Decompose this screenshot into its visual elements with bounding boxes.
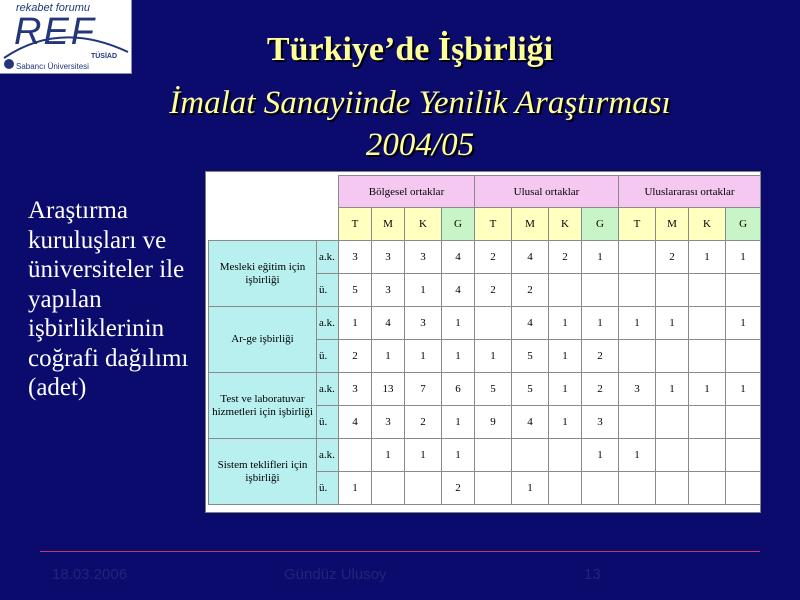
table-cell: 3 <box>372 241 405 274</box>
table-cell <box>726 439 761 472</box>
table-cell <box>656 340 689 373</box>
table-cell <box>689 439 726 472</box>
table-cell: 2 <box>582 373 619 406</box>
table-cell <box>726 406 761 439</box>
footer-rule <box>40 551 760 552</box>
table-cell: 1 <box>656 373 689 406</box>
table-cell: 2 <box>405 406 442 439</box>
table-cell: 1 <box>405 439 442 472</box>
table-cell: 4 <box>339 406 372 439</box>
table-cell: 9 <box>475 406 512 439</box>
table-cell <box>619 340 656 373</box>
table-cell <box>582 472 619 505</box>
slide-title: Türkiye’de İşbirliği <box>266 31 554 68</box>
table-cell: 2 <box>549 241 582 274</box>
table-cell: 1 <box>582 439 619 472</box>
table-cell <box>619 241 656 274</box>
table-cell <box>656 439 689 472</box>
side-text: Araştırma kuruluşları ve üniversiteler ile yapılan işbirliklerinin coğrafi dağılımı (adet) <box>28 197 189 401</box>
table-cell <box>549 439 582 472</box>
table-cell: 1 <box>549 340 582 373</box>
row-type: a.k. <box>317 373 339 406</box>
table-cell: 2 <box>582 340 619 373</box>
table-cell: 1 <box>405 340 442 373</box>
table-cell: 2 <box>442 472 475 505</box>
table-cell <box>372 472 405 505</box>
table-cell <box>619 406 656 439</box>
footer-author: Gündüz Ulusoy <box>284 566 387 583</box>
table-cell: 1 <box>475 340 512 373</box>
table-cell: 1 <box>582 307 619 340</box>
table-cell <box>689 307 726 340</box>
table-cell: 1 <box>726 307 761 340</box>
table-cell <box>549 472 582 505</box>
table-cell: 1 <box>442 439 475 472</box>
table-cell: 2 <box>475 241 512 274</box>
table-cell: 4 <box>442 241 475 274</box>
table-cell: 1 <box>619 307 656 340</box>
header-row-groups <box>209 176 761 208</box>
footer-page-number: 13 <box>584 566 601 583</box>
logo-university: Sabancı Üniversitesi <box>16 62 89 71</box>
table-cell <box>549 274 582 307</box>
subheader-cell: G <box>582 208 619 241</box>
table-cell <box>619 274 656 307</box>
row-type: a.k. <box>317 439 339 472</box>
row-type: ü. <box>317 406 339 439</box>
table-row <box>209 439 761 472</box>
table-cell: 3 <box>372 406 405 439</box>
category-label: Mesleki eğitim için işbirliği <box>209 241 317 307</box>
table-cell <box>656 472 689 505</box>
table-cell: 3 <box>339 241 372 274</box>
table-cell: 4 <box>512 307 549 340</box>
table-cell: 5 <box>512 373 549 406</box>
table-cell: 2 <box>475 274 512 307</box>
table-cell: 13 <box>372 373 405 406</box>
table-cell: 2 <box>512 274 549 307</box>
table-cell: 3 <box>339 373 372 406</box>
table-cell: 3 <box>405 307 442 340</box>
table-cell <box>656 406 689 439</box>
subheader-cell: G <box>726 208 761 241</box>
group-header: Uluslararası ortaklar <box>619 176 761 208</box>
group-header: Bölgesel ortaklar <box>339 176 475 208</box>
subheader-cell: G <box>442 208 475 241</box>
table-cell <box>726 274 761 307</box>
table-cell: 1 <box>339 472 372 505</box>
table-cell: 1 <box>689 241 726 274</box>
table-cell: 5 <box>339 274 372 307</box>
table-row <box>209 241 761 274</box>
table-cell <box>619 472 656 505</box>
table-cell <box>475 472 512 505</box>
subheader-cell: K <box>405 208 442 241</box>
ref-logo <box>0 0 132 74</box>
table-row <box>209 373 761 406</box>
table-cell: 2 <box>656 241 689 274</box>
table-cell: 5 <box>475 373 512 406</box>
subheader-cell: T <box>339 208 372 241</box>
table-cell <box>405 472 442 505</box>
table-cell <box>339 439 372 472</box>
subheader-cell: M <box>372 208 405 241</box>
table-cell: 1 <box>372 340 405 373</box>
subtitle-line-2: 2004/05 <box>365 127 475 163</box>
row-type: a.k. <box>317 241 339 274</box>
table-cell <box>689 340 726 373</box>
table-cell <box>689 472 726 505</box>
table-cell: 1 <box>442 406 475 439</box>
table-cell: 3 <box>619 373 656 406</box>
table-cell <box>726 340 761 373</box>
table-cell: 3 <box>405 241 442 274</box>
table-cell: 1 <box>549 373 582 406</box>
subheader-cell: K <box>549 208 582 241</box>
category-label: Test ve laboratuvar hizmetleri için işbirliği <box>209 373 317 439</box>
header-corner <box>209 176 339 241</box>
table-cell <box>689 274 726 307</box>
subheader-cell: M <box>656 208 689 241</box>
table-cell: 1 <box>512 472 549 505</box>
table-cell: 4 <box>512 406 549 439</box>
table-cell <box>582 274 619 307</box>
table-cell <box>475 307 512 340</box>
table-cell: 4 <box>512 241 549 274</box>
table-cell <box>475 439 512 472</box>
table-cell: 3 <box>582 406 619 439</box>
table-cell: 1 <box>549 307 582 340</box>
collaboration-table <box>205 171 761 513</box>
table-cell: 1 <box>442 307 475 340</box>
table-cell: 1 <box>726 373 761 406</box>
logo-org: TÜSİAD <box>90 53 117 60</box>
table-cell: 1 <box>656 307 689 340</box>
category-label: Ar-ge işbirliği <box>209 307 317 373</box>
table-cell <box>656 274 689 307</box>
table-cell: 2 <box>339 340 372 373</box>
category-label: Sistem teklifleri için işbirliği <box>209 439 317 505</box>
data-table <box>208 175 761 505</box>
table-cell: 1 <box>689 373 726 406</box>
table-cell: 1 <box>372 439 405 472</box>
footer-date: 18.03.2006 <box>52 566 128 583</box>
subheader-cell: T <box>475 208 512 241</box>
table-cell: 7 <box>405 373 442 406</box>
row-type: ü. <box>317 472 339 505</box>
logo-top-text: rekabet forumu <box>16 2 90 14</box>
table-cell: 1 <box>442 340 475 373</box>
row-type: a.k. <box>317 307 339 340</box>
table-cell <box>689 406 726 439</box>
table-cell: 1 <box>339 307 372 340</box>
subtitle-line-1: İmalat Sanayiinde Yenilik Araştırması <box>169 85 671 121</box>
table-row <box>209 307 761 340</box>
table-cell: 1 <box>726 241 761 274</box>
subheader-cell: K <box>689 208 726 241</box>
table-cell: 4 <box>372 307 405 340</box>
table-cell: 1 <box>619 439 656 472</box>
group-header: Ulusal ortaklar <box>475 176 619 208</box>
slide-subtitle <box>60 82 780 166</box>
table-cell: 1 <box>549 406 582 439</box>
subheader-cell: T <box>619 208 656 241</box>
table-cell: 1 <box>582 241 619 274</box>
row-type: ü. <box>317 274 339 307</box>
subheader-cell: M <box>512 208 549 241</box>
table-cell <box>512 439 549 472</box>
table-cell: 1 <box>405 274 442 307</box>
table-cell <box>726 472 761 505</box>
logo-mark: REF <box>14 11 96 53</box>
table-cell: 6 <box>442 373 475 406</box>
table-cell: 3 <box>372 274 405 307</box>
table-cell: 5 <box>512 340 549 373</box>
row-type: ü. <box>317 340 339 373</box>
table-cell: 4 <box>442 274 475 307</box>
